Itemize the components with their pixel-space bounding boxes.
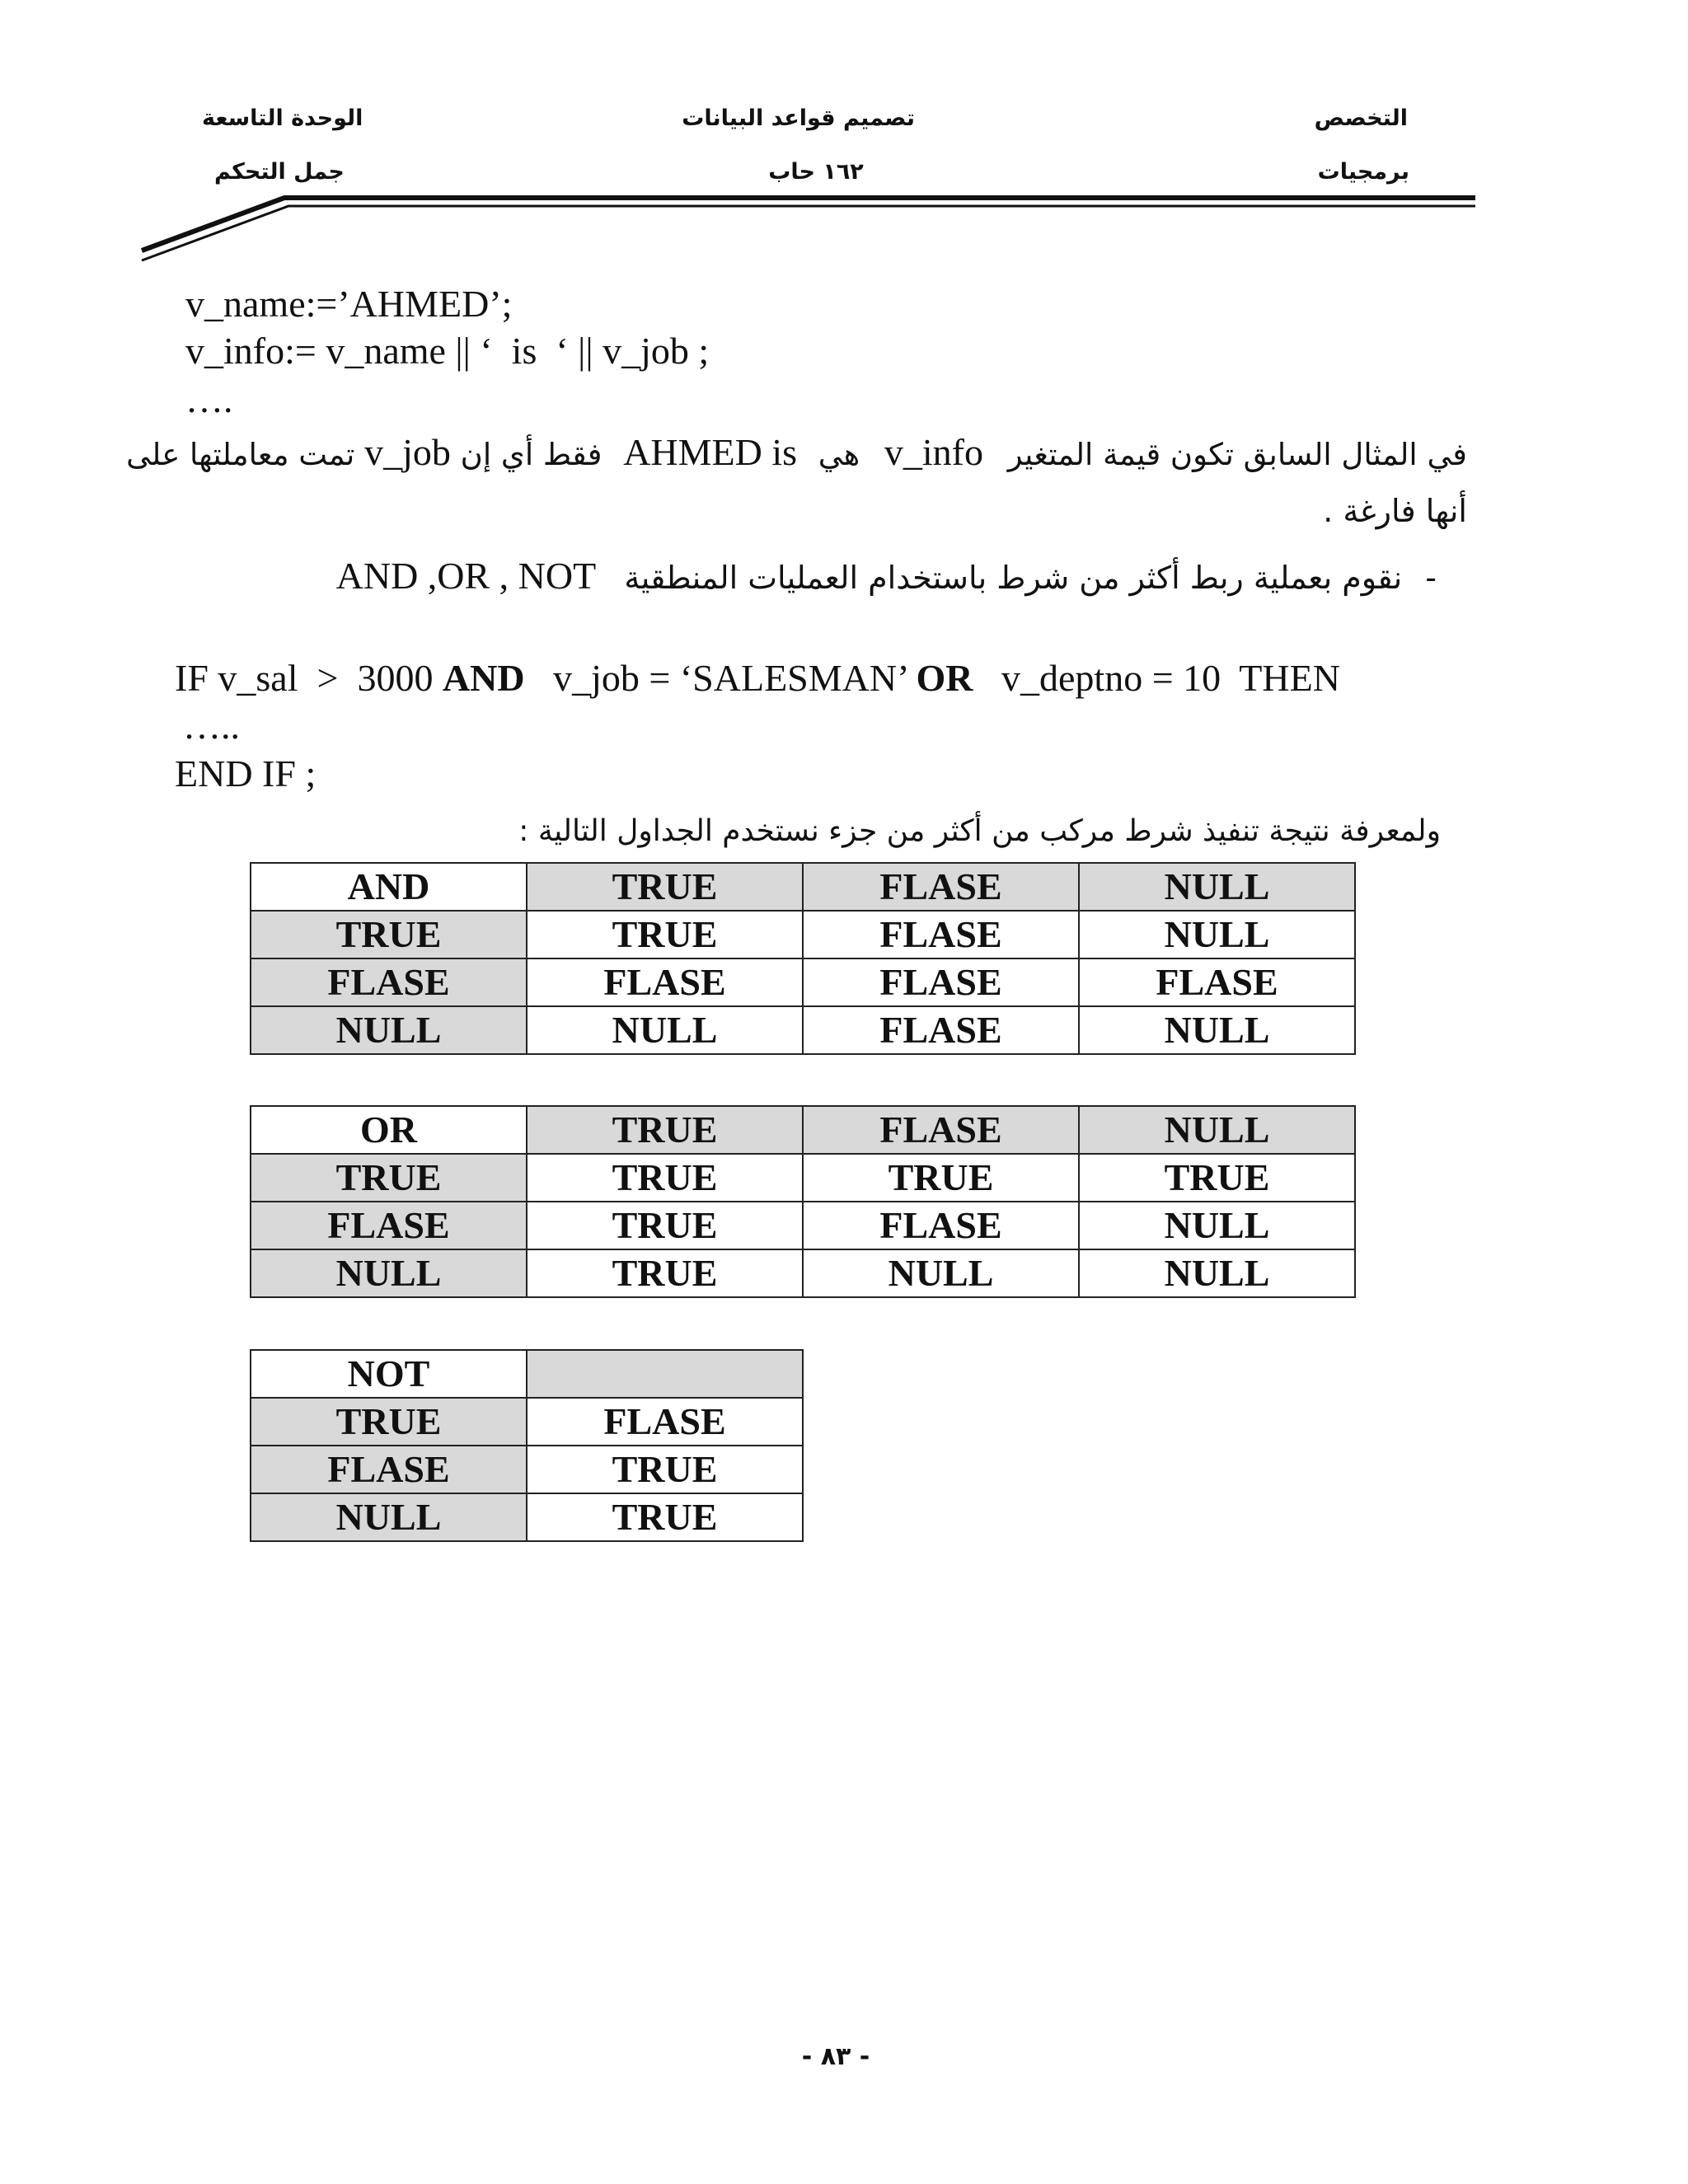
table-cell — [527, 1350, 803, 1398]
explanation-text-d: تمت معاملتها على — [126, 437, 355, 472]
table-row — [251, 911, 1355, 958]
table-cell: TRUE — [251, 1398, 527, 1446]
table-row — [251, 1154, 1355, 1202]
table-cell: NULL — [1079, 1249, 1355, 1297]
table-cell: NULL — [1079, 911, 1355, 958]
table-cell: FLASE — [1079, 958, 1355, 1006]
bullet-operators: AND ,OR , NOT — [335, 555, 597, 597]
table-cell: OR — [251, 1106, 527, 1154]
if-statement-line — [175, 659, 1340, 697]
if-body-dots: ….. — [183, 705, 240, 747]
table-cell: FLASE — [803, 1006, 1079, 1054]
logical-ops-bullet — [336, 554, 1437, 598]
table-cell: TRUE — [527, 1446, 803, 1493]
table-cell: TRUE — [251, 911, 527, 958]
explanation-var-job: v_job — [364, 431, 451, 473]
table-cell: FLASE — [251, 1202, 527, 1249]
explanation-value: AHMED is — [623, 431, 797, 473]
bullet-text: نقوم بعملية ربط أكثر من شرط باستخدام العمليات المنطقية — [624, 560, 1403, 596]
table-row — [251, 1350, 803, 1398]
deptno-condition-part: v_deptno = 10 THEN — [973, 657, 1340, 699]
header-divider — [0, 0, 1688, 280]
table-cell: NULL — [1079, 863, 1355, 911]
code-line-2: v_info:= v_name || ‘ is ‘ || v_job ; — [185, 330, 710, 372]
if-condition-part: IF v_sal > 3000 — [175, 657, 443, 699]
table-cell: NULL — [1079, 1202, 1355, 1249]
explanation-text-b: هي — [818, 437, 860, 472]
table-cell: TRUE — [803, 1154, 1079, 1202]
table-cell: TRUE — [527, 1106, 803, 1154]
table-cell: TRUE — [251, 1154, 527, 1202]
header-course-code: ١٦٢ حاب — [768, 159, 864, 185]
explanation-text-a: في المثال السابق تكون قيمة المتغير — [1007, 437, 1467, 472]
page-number: - ٨٣ - — [801, 2042, 870, 2071]
table-cell: FLASE — [803, 1106, 1079, 1154]
table-cell: NULL — [1079, 1006, 1355, 1054]
not-truth-table — [250, 1349, 804, 1542]
and-truth-table — [250, 862, 1356, 1055]
table-cell: NULL — [803, 1249, 1079, 1297]
table-cell: FLASE — [251, 1446, 527, 1493]
table-cell: NULL — [251, 1249, 527, 1297]
table-cell: NULL — [251, 1493, 527, 1541]
header-unit-title: جمل التحكم — [214, 159, 345, 185]
table-cell: FLASE — [251, 958, 527, 1006]
table-row — [251, 1493, 803, 1541]
explanation-text-c: فقط أي إن — [460, 437, 603, 472]
table-row — [251, 1202, 1355, 1249]
table-row — [251, 958, 1355, 1006]
header-specialty-label: التخصص — [1314, 105, 1408, 131]
end-if-line: END IF ; — [175, 752, 316, 794]
code-line-3: …. — [185, 378, 233, 420]
explanation-line-1 — [126, 430, 1467, 474]
tables-intro: ولمعرفة نتيجة تنفيذ شرط مركب من أكثر من جزء نستخدم الجداول التالية : — [518, 814, 1441, 848]
header-unit-label: الوحدة التاسعة — [202, 105, 363, 131]
explanation-line-2: أنها فارغة . — [1323, 493, 1467, 529]
table-cell: FLASE — [803, 958, 1079, 1006]
bullet-dash: - — [1425, 560, 1437, 596]
table-cell: FLASE — [803, 1202, 1079, 1249]
table-cell: FLASE — [527, 958, 803, 1006]
table-row — [251, 1006, 1355, 1054]
table-row — [251, 1446, 803, 1493]
table-cell: TRUE — [527, 1493, 803, 1541]
table-cell: TRUE — [527, 1202, 803, 1249]
or-keyword: OR — [916, 657, 973, 699]
table-row — [251, 1398, 803, 1446]
table-row — [251, 1249, 1355, 1297]
table-cell: NULL — [251, 1006, 527, 1054]
table-cell: FLASE — [803, 911, 1079, 958]
table-cell: NULL — [1079, 1106, 1355, 1154]
header-course-title: تصميم قواعد البيانات — [682, 105, 915, 131]
table-cell: TRUE — [527, 1154, 803, 1202]
table-cell: NULL — [527, 1006, 803, 1054]
table-cell: TRUE — [527, 911, 803, 958]
table-cell: TRUE — [527, 863, 803, 911]
code-line-1: v_name:=’AHMED’; — [185, 283, 513, 325]
table-cell: AND — [251, 863, 527, 911]
table-cell: FLASE — [803, 863, 1079, 911]
explanation-var-info: v_info — [884, 431, 983, 473]
table-cell: TRUE — [527, 1249, 803, 1297]
table-cell: FLASE — [527, 1398, 803, 1446]
job-condition-part: v_job = ‘SALESMAN’ — [524, 657, 917, 699]
and-keyword: AND — [442, 657, 525, 699]
table-row — [251, 1106, 1355, 1154]
table-cell: TRUE — [1079, 1154, 1355, 1202]
or-truth-table — [250, 1105, 1356, 1298]
table-row — [251, 863, 1355, 911]
table-cell: NOT — [251, 1350, 527, 1398]
header-specialty-value: برمجيات — [1317, 159, 1409, 185]
